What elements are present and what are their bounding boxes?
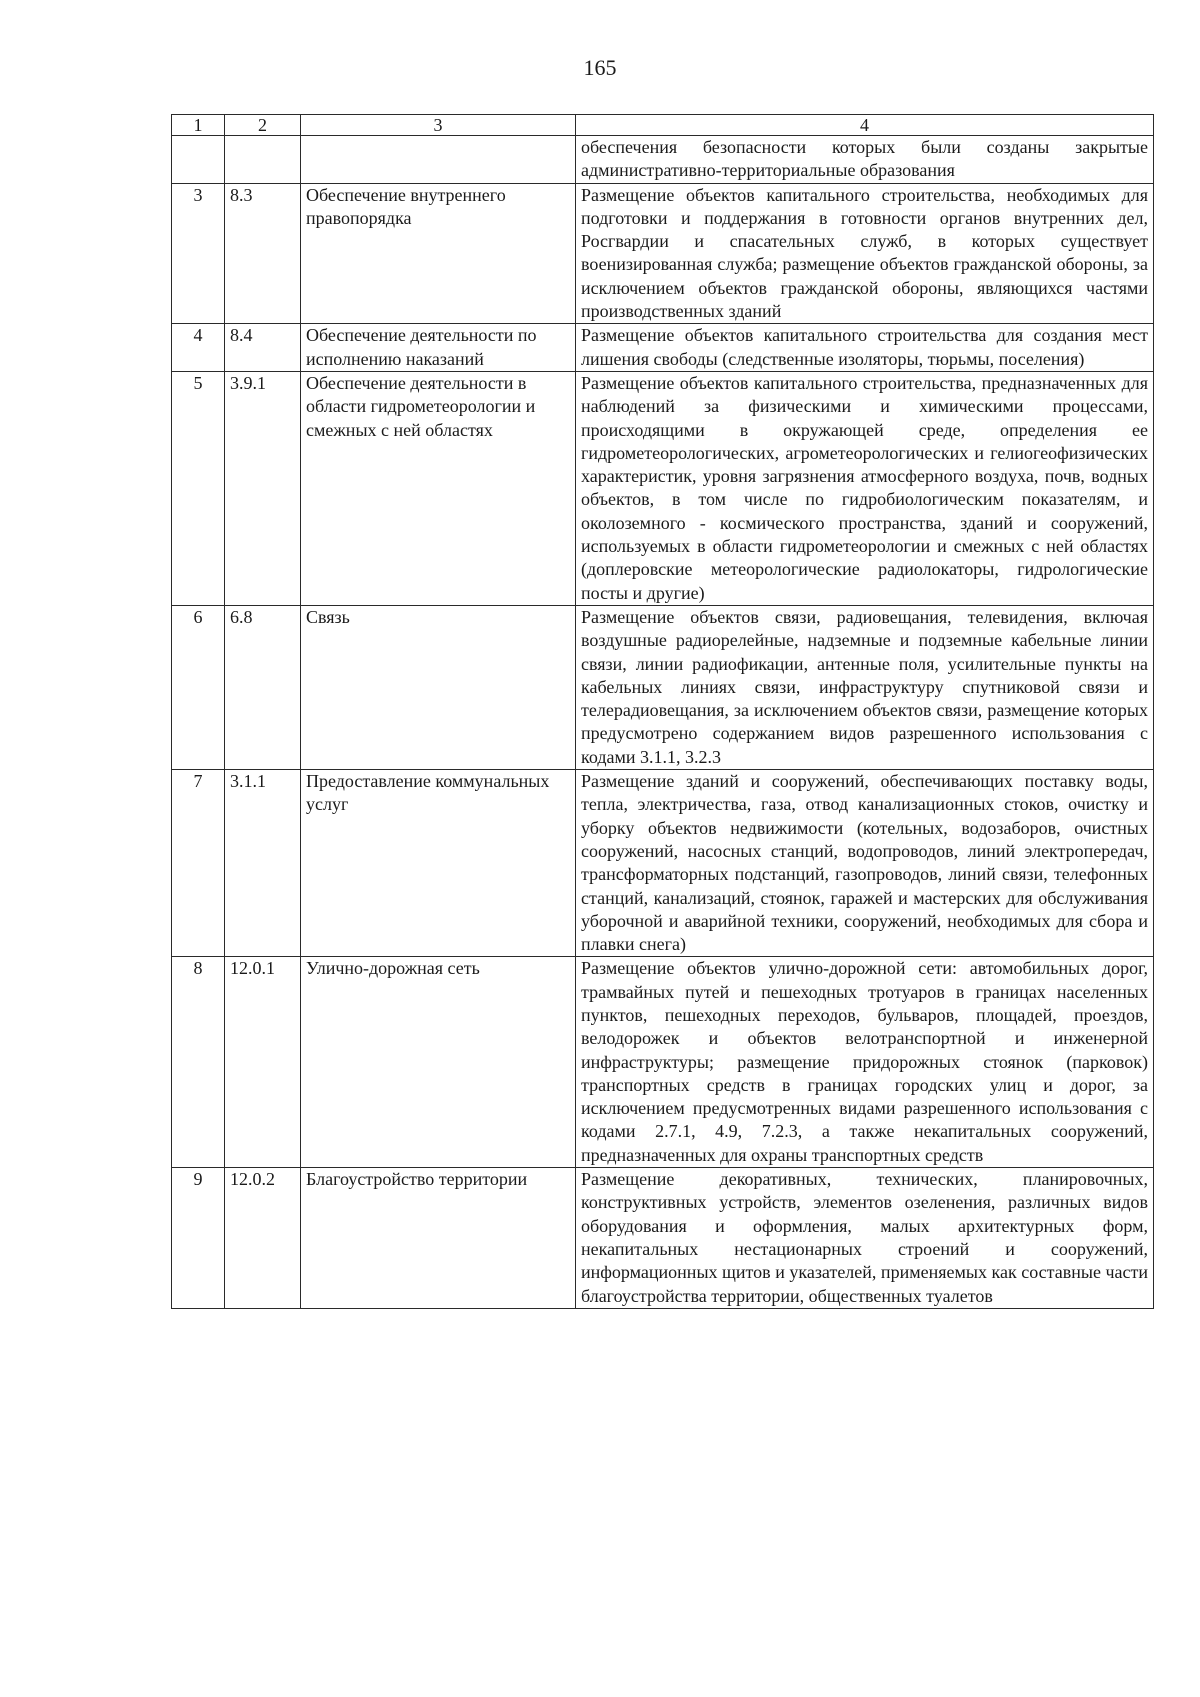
use-code: [225, 136, 301, 184]
use-code: 8.4: [225, 324, 301, 372]
row-number: 3: [172, 183, 225, 324]
use-name: Предоставление коммунальных услуг: [301, 770, 576, 957]
table-header-row: [172, 115, 1154, 136]
use-code: 3.1.1: [225, 770, 301, 957]
table-row: [172, 183, 1154, 324]
use-code: 12.0.1: [225, 957, 301, 1168]
use-description: обеспечения безопасности которых были созданы закрытые административно-территориальные образования: [576, 136, 1154, 184]
use-description: Размещение декоративных, технических, планировочных, конструктивных устройств, элементов озеленения, различных видов оборудования и оформления, малых архитектурных форм, некапитальных нестационарных строений и сооружений, информационных щитов и указателей, применяемых как составные части благоустройства территории, общественных туалетов: [576, 1168, 1154, 1309]
use-description: Размещение зданий и сооружений, обеспечивающих поставку воды, тепла, электричества, газа, отвод канализационных стоков, очистку и уборку объектов недвижимости (котельных, водозаборов, очистных сооружений, насосных станций, водопроводов, линий электропередач, трансформаторных подстанций, газопроводов, линий связи, телефонных станций, канализаций, стоянок, гаражей и мастерских для обслуживания уборочной и аварийной техники, сооружений, необходимых для сбора и плавки снега): [576, 770, 1154, 957]
row-number: 7: [172, 770, 225, 957]
land-use-table: [171, 114, 1154, 1309]
use-description: Размещение объектов улично-дорожной сети: автомобильных дорог, трамвайных путей и пешеходных тротуаров в границах населенных пунктов, пешеходных переходов, бульваров, площадей, проездов, велодорожек и объектов велотранспортной и инженерной инфраструктуры; размещение придорожных стоянок (парковок) транспортных средств в границах городских улиц и дорог, за исключением предусмотренных видами разрешенного использования с кодами 2.7.1, 4.9, 7.2.3, а также некапитальных сооружений, предназначенных для охраны транспортных средств: [576, 957, 1154, 1168]
table-row: [172, 136, 1154, 184]
use-code: 12.0.2: [225, 1168, 301, 1309]
row-number: [172, 136, 225, 184]
row-number: 5: [172, 371, 225, 605]
column-header: 1: [172, 115, 225, 136]
table-row: [172, 770, 1154, 957]
table-row: [172, 957, 1154, 1168]
row-number: 9: [172, 1168, 225, 1309]
table-row: [172, 605, 1154, 769]
use-description: Размещение объектов связи, радиовещания, телевидения, включая воздушные радиорелейные, надземные и подземные кабельные линии связи, линии радиофикации, антенные поля, усилительные пункты на кабельных линиях связи, инфраструктуру спутниковой связи и телерадиовещания, за исключением объектов связи, размещение которых предусмотрено содержанием видов разрешенного использования с кодами 3.1.1, 3.2.3: [576, 605, 1154, 769]
row-number: 8: [172, 957, 225, 1168]
row-number: 4: [172, 324, 225, 372]
table-row: [172, 371, 1154, 605]
use-name: Благоустройство территории: [301, 1168, 576, 1309]
column-header: 2: [225, 115, 301, 136]
use-description: Размещение объектов капитального строительства, предназначенных для наблюдений за физическими и химическими процессами, происходящими в окружающей среде, определения ее гидрометеорологических, агрометеорологических и гелиогеофизических характеристик, уровня загрязнения атмосферного воздуха, почв, водных объектов, в том числе по гидробиологическим показателям, и околоземного - космического пространства, зданий и сооружений, используемых в области гидрометеорологии и смежных с ней областях (доплеровские метеорологические радиолокаторы, гидрологические посты и другие): [576, 371, 1154, 605]
use-name: Улично-дорожная сеть: [301, 957, 576, 1168]
use-name: Обеспечение деятельности по исполнению наказаний: [301, 324, 576, 372]
use-code: 8.3: [225, 183, 301, 324]
table-row: [172, 1168, 1154, 1309]
use-description: Размещение объектов капитального строительства, необходимых для подготовки и поддержания в готовности органов внутренних дел, Росгвардии и спасательных служб, в которых существует военизированная служба; размещение объектов гражданской обороны, за исключением объектов гражданской обороны, являющихся частями производственных зданий: [576, 183, 1154, 324]
use-name: Обеспечение внутреннего правопорядка: [301, 183, 576, 324]
use-name: Связь: [301, 605, 576, 769]
use-description: Размещение объектов капитального строительства для создания мест лишения свободы (следственные изоляторы, тюрьмы, поселения): [576, 324, 1154, 372]
column-header: 4: [576, 115, 1154, 136]
use-name: [301, 136, 576, 184]
use-code: 3.9.1: [225, 371, 301, 605]
row-number: 6: [172, 605, 225, 769]
table-row: [172, 324, 1154, 372]
column-header: 3: [301, 115, 576, 136]
use-code: 6.8: [225, 605, 301, 769]
use-name: Обеспечение деятельности в области гидрометеорологии и смежных с ней областях: [301, 371, 576, 605]
page-number: 165: [583, 55, 617, 80]
